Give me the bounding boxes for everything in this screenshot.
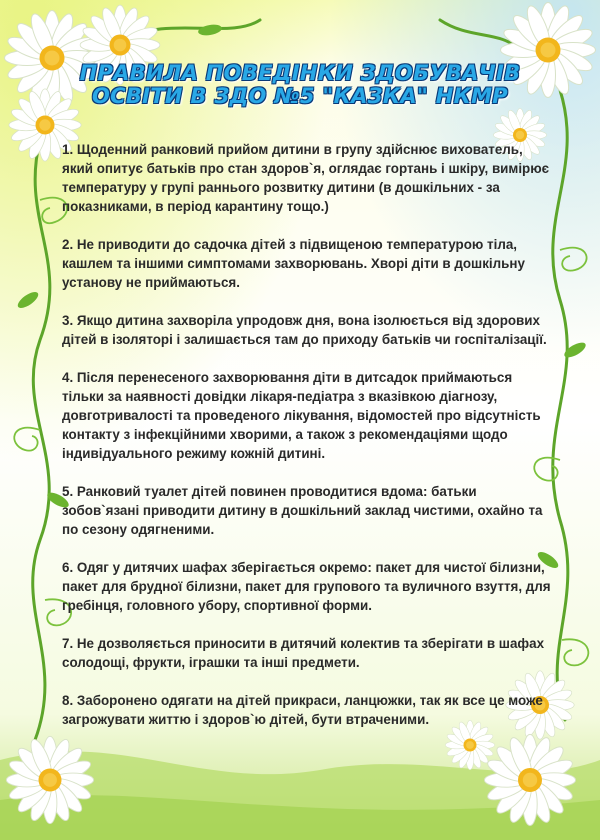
- rule-item-3: 3. Якщо дитина захворіла упродовж дня, вона ізолюється від здорових дітей в ізоляторі і залишається там до приходу батьків чи госпіталізації.: [62, 313, 547, 347]
- page-title: [60, 62, 540, 108]
- rule-item-6: 6. Одяг у дитячих шафах зберігається окремо: пакет для чистої білизни, пакет для брудної білизни, пакет для групового та вуличного взуття, для гребінця, головного убору, спортивної форми.: [62, 560, 551, 613]
- rule-item-1: 1. Щоденний ранковий прийом дитини в групу здійснює вихователь, який опитує батьків про стан здоров`я, оглядає гортань і шкіру, вимірює температуру у групі раннього розвитку дитини (в дошкільних - за показниками, в період карантину тощо.): [62, 142, 550, 214]
- rules-list: [62, 140, 554, 748]
- rule-item-5: 5. Ранковий туалет дітей повинен проводитися вдома: батьки зобов`язані приводити дитину в дошкільний заклад чистими, охайно та по сезону одягненими.: [62, 484, 543, 537]
- rule-item-8: 8. Заборонено одягати на дітей прикраси, ланцюжки, так як все це може загрожувати життю і здоров`ю дітей, бути втраченими.: [62, 693, 543, 727]
- rule-item-7: 7. Не дозволяється приносити в дитячий колектив та зберігати в шафах солодощі, фрукти, іграшки та інші предмети.: [62, 636, 545, 670]
- rule-item-2: 2. Не приводити до садочка дітей з підвищеною температурою тіла, кашлем та іншими симптомами захворювань. Хворі діти в дошкільну установу не приймаються.: [62, 237, 525, 290]
- title-line-2: ОСВІТИ В ЗДО №5 "КАЗКА" НКМР: [92, 84, 508, 108]
- title-line-1: ПРАВИЛА ПОВЕДІНКИ ЗДОБУВАЧІВ: [79, 61, 521, 85]
- rule-item-4: 4. Після перенесеного захворювання діти в дитсадок приймаються тільки за наявності довідки лікаря-педіатра з вказівкою діагнозу, довготривалості та проведеного лікування, відомостей про відсутність контакту з інфекційними хворими, а також з рекомендаціями щодо індивідуального режиму кожній дитині.: [62, 370, 541, 461]
